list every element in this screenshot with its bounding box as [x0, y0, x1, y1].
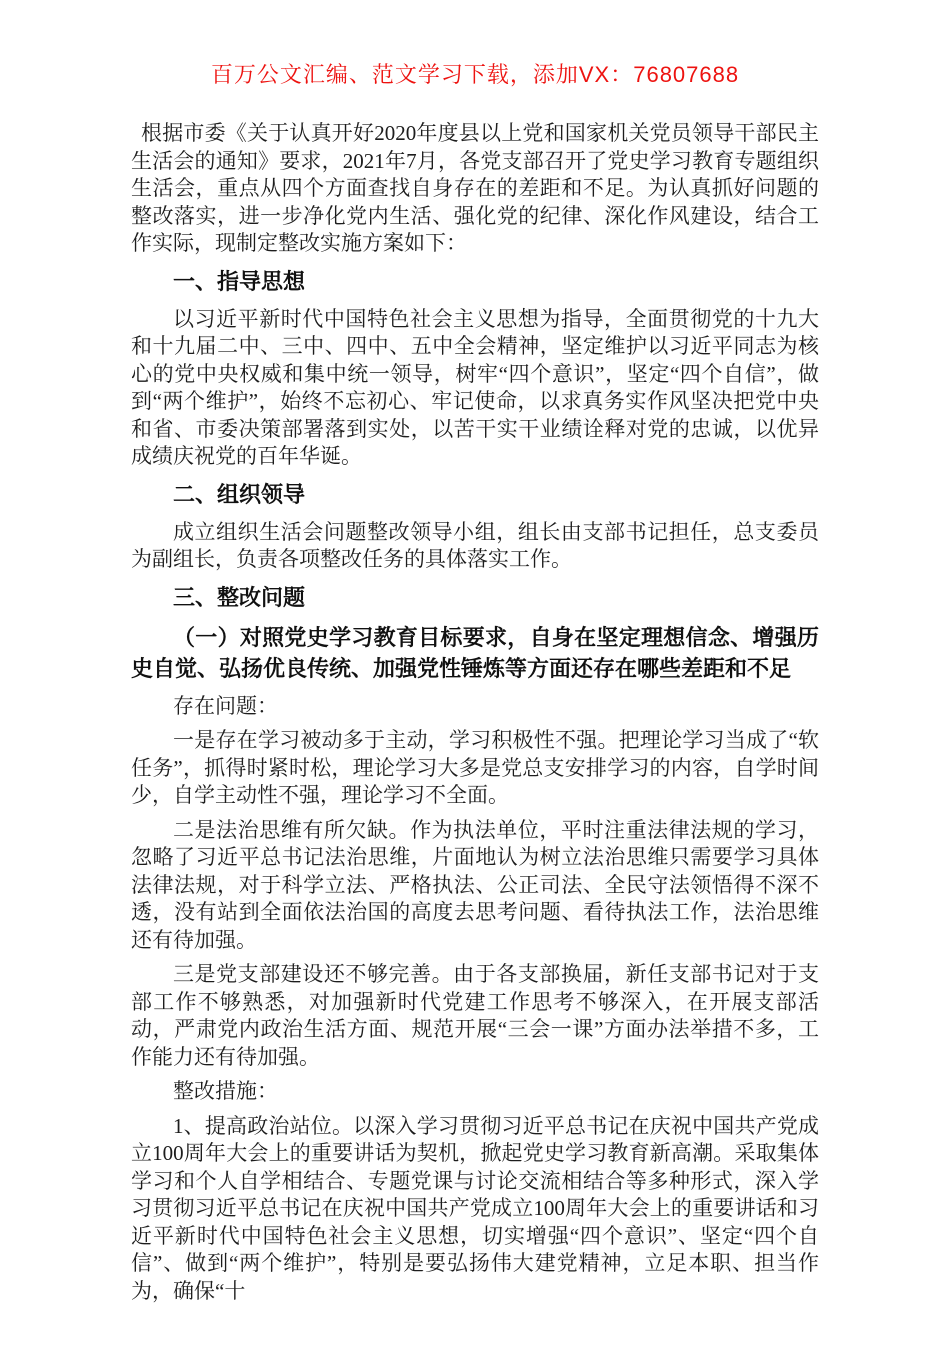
label-measures: 整改措施：	[173, 1079, 278, 1103]
section-heading-3: 三、整改问题	[173, 584, 306, 610]
section-heading-2: 二、组织领导	[173, 481, 306, 507]
paragraph-intro: 根据市委《关于认真开好2020年度县以上党和国家机关党员领导干部民主生活会的通知》要求，2021年7月，各党支部召开了党史学习教育专题组织生活会，重点从四个方面查找自身存在的差距和不足。为认真抓好问题的整改落实，进一步净化党内生活、强化党的纪律、深化作风建设，结合工作实际，现制定整改实施方案如下：	[131, 121, 819, 255]
paragraph-guiding: 以习近平新时代中国特色社会主义思想为指导，全面贯彻党的十九大和十九届二中、三中、四中、五中全会精神，坚定维护以习近平同志为核心的党中央权威和集中统一领导，树牢“四个意识”，坚定“四个自信”，做到“两个维护”，始终不忘初心、牢记使命，以求真务实作风坚决把党中央和省、市委决策部署落到实处，以苦干实干业绩诠释对党的忠诚，以优异成绩庆祝党的百年华诞。	[131, 306, 819, 468]
paragraph-problem-3: 三是党支部建设还不够完善。由于各支部换届，新任支部书记对于支部工作不够熟悉，对加强新时代党建工作思考不够深入，在开展支部活动，严肃党内政治生活方面、规范开展“三会一课”方面办法举措不多，工作能力还有待加强。	[131, 962, 819, 1069]
paragraph-measure-1: 1、提高政治站位。以深入学习贯彻习近平总书记在庆祝中国共产党成立100周年大会上的重要讲话为契机，掀起党史学习教育新高潮。采取集体学习和个人自学相结合、专题党课与讨论交流相结合等多种形式，深入学习贯彻习近平总书记在庆祝中国共产党成立100周年大会上的重要讲话和习近平新时代中国特色社会主义思想，切实增强“四个意识”、坚定“四个自信”、做到“两个维护”，特别是要弘扬伟大建党精神，立足本职、担当作为，确保“十	[131, 1113, 819, 1303]
paragraph-leadership: 成立组织生活会问题整改领导小组，组长由支部书记担任，总支委员为副组长，负责各项整改任务的具体落实工作。	[131, 519, 819, 571]
document-body	[131, 120, 819, 1305]
header-notice: 百万公文汇编、范文学习下载，添加VX：76807688	[210, 62, 740, 87]
section-heading-1: 一、指导思想	[173, 268, 306, 294]
label-problems: 存在问题：	[173, 693, 278, 718]
subsection-heading-1: （一）对照党史学习教育目标要求，自身在坚定理想信念、增强历史自觉、弘扬优良传统、加强党性锤炼等方面还存在哪些差距和不足	[131, 624, 819, 681]
paragraph-problem-1: 一是存在学习被动多于主动，学习积极性不强。把理论学习当成了“软任务”，抓得时紧时松，理论学习大多是党总支安排学习的内容，自学时间少，自学主动性不强，理论学习不全面。	[131, 728, 819, 807]
paragraph-problem-2: 二是法治思维有所欠缺。作为执法单位，平时注重法律法规的学习，忽略了习近平总书记法治思维，片面地认为树立法治思维只需要学习具体法律法规，对于科学立法、严格执法、公正司法、全民守法领悟得不深不透，没有站到全面依法治国的高度去思考问题、看待执法工作，法治思维还有待加强。	[131, 817, 819, 952]
